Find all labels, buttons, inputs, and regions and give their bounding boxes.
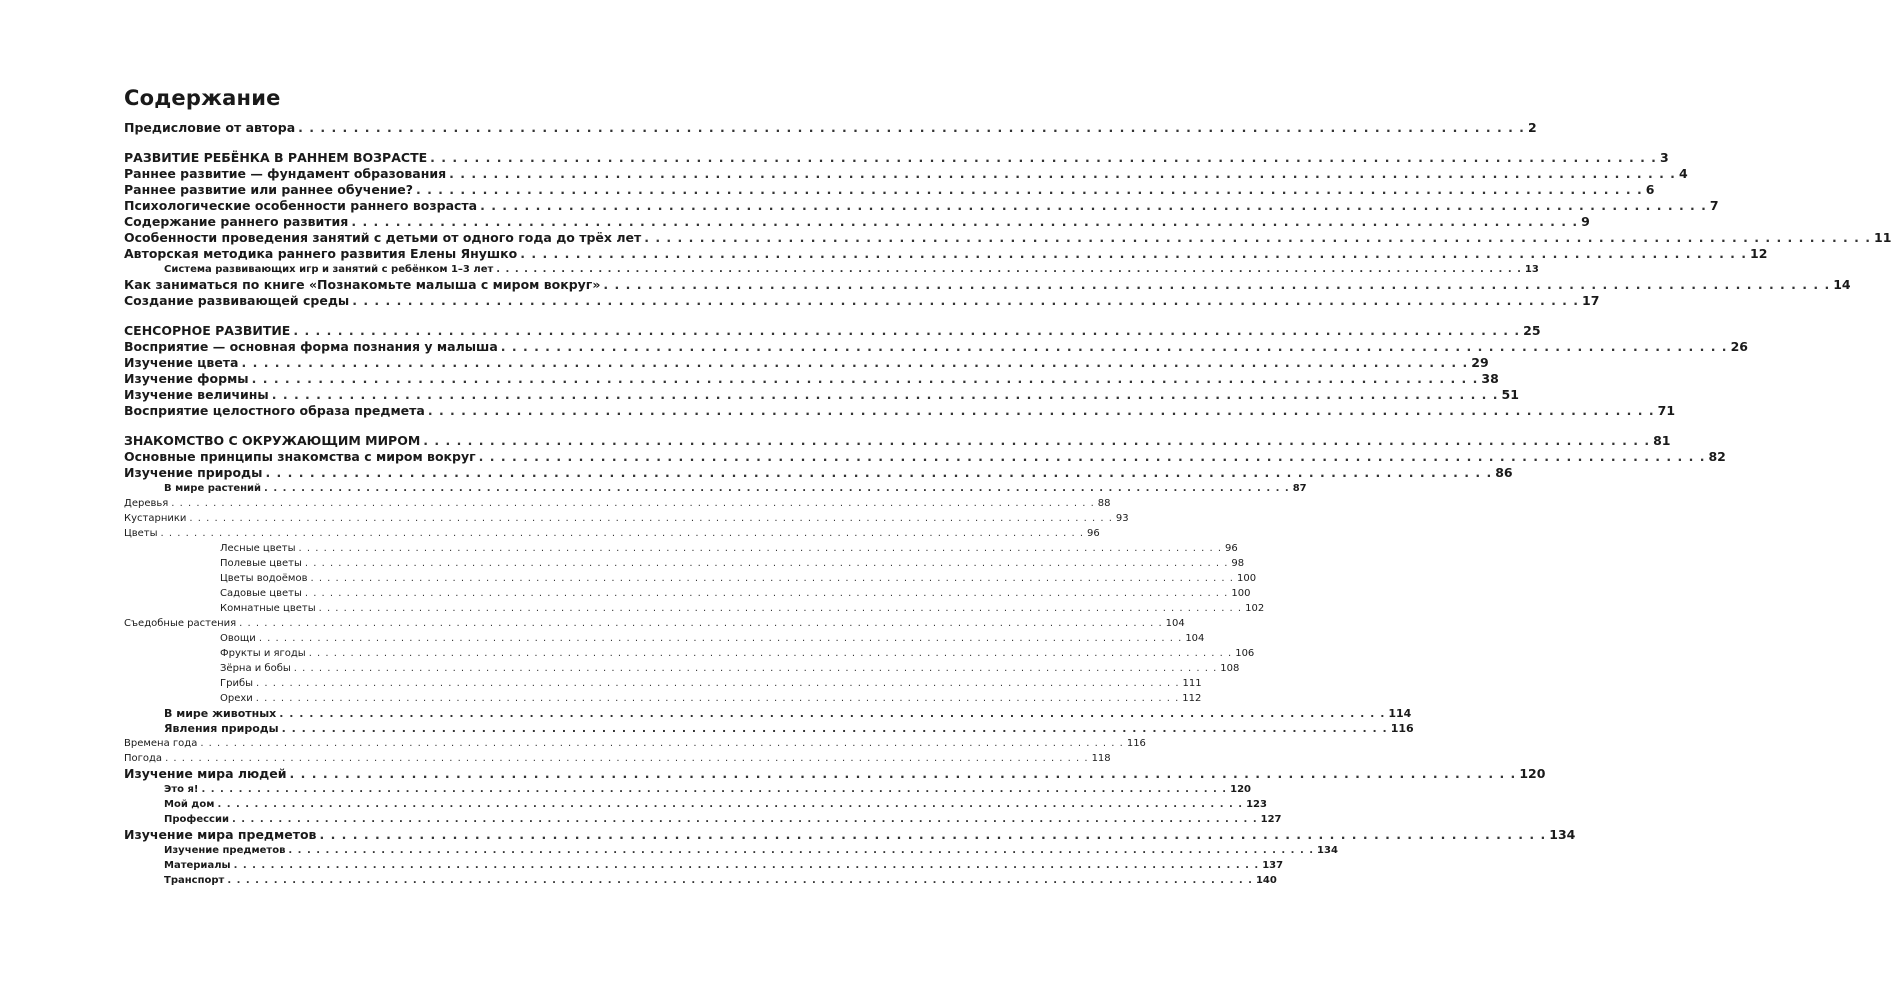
leader-dots: . . . . . . . . . . . . . . . . . . . . . . . . . . . . . . . . . . . . . . . . . . . . . . . . . . . . . . . . . . . . . . . . . . . . . . . . . . . . . . . . . . . . . . . . . . . . . . . . . . . . . . . . . . . . . . . <box>288 845 1315 856</box>
leader-dots: . . . . . . . . . . . . . . . . . . . . . . . . . . . . . . . . . . . . . . . . . . . . . . . . . . . . . . . . . . . . . . . . . . . . . . . . . . . . . . . . . . . . . . . . . . . . . . . . . . . . . . . . . . . . . . . <box>318 603 1243 614</box>
toc-entry-label: Восприятие целостного образа предмета <box>124 403 425 418</box>
toc-entry-page: 6 <box>1645 182 1655 197</box>
toc-entry-label: Предисловие от автора <box>124 120 296 135</box>
toc-entry-label: Основные принципы знакомства с миром вокруг <box>124 449 476 464</box>
toc-entry <box>124 182 1655 198</box>
toc-entry-label: Изучение мира предметов <box>124 827 317 842</box>
toc-entry-label: Транспорт <box>164 875 225 886</box>
toc-entry <box>124 277 1851 293</box>
toc-entry-page: 102 <box>1245 603 1265 614</box>
toc-entry-page: 3 <box>1659 150 1669 165</box>
toc-entry <box>124 556 1245 571</box>
toc-entry-page: 14 <box>1833 277 1851 292</box>
toc-entry-label: В мире растений <box>164 483 262 494</box>
toc-entry-page: 81 <box>1653 433 1671 448</box>
leader-dots: . . . . . . . . . . . . . . . . . . . . . . . . . . . . . . . . . . . . . . . . . . . . . . . . . . . . . . . . . . . . . . . . . . . . . . . . . . . . . . . . . . . . . . . . . . . . . . . . . . . . . . . . . . . . . . . <box>227 875 1253 886</box>
leader-dots: . . . . . . . . . . . . . . . . . . . . . . . . . . . . . . . . . . . . . . . . . . . . . . . . . . . . . . . . . . . . . . . . . . . . . . . . . . . . . . . . . . . . . . . . . . . . . . . . . . . . . . . . . . . . . . . <box>200 738 1124 749</box>
toc-entry <box>124 736 1146 751</box>
toc-entry-label: Изучение предметов <box>164 845 286 856</box>
toc-entry <box>124 403 1676 419</box>
toc-entry-page: 104 <box>1165 618 1185 629</box>
toc-entry-page: 25 <box>1523 323 1541 338</box>
toc-entry-page: 118 <box>1091 753 1111 764</box>
toc-entry <box>124 293 1600 309</box>
leader-dots: . . . . . . . . . . . . . . . . . . . . . . . . . . . . . . . . . . . . . . . . . . . . . . . . . . . . . . . . . . . . . . . . . . . . . . . . . . . . . . . . . . . . . . . . . . . . . . . . . . . . . . . . . . . . . . . <box>603 277 1831 292</box>
toc-entry <box>124 827 1576 843</box>
toc-entry-label: Цветы водоёмов <box>220 573 308 584</box>
toc-entry <box>124 571 1257 586</box>
leader-dots: . . . . . . . . . . . . . . . . . . . . . . . . . . . . . . . . . . . . . . . . . . . . . . . . . . . . . . . . . . . . . . . . . . . . . . . . . . . . . . . . . . . . . . . . . . . . . . . . . . . . . . . . . . . . . . . <box>289 766 1517 781</box>
toc-entry <box>124 387 1519 403</box>
toc-entry-label: Полевые цветы <box>220 558 302 569</box>
toc-entry <box>124 631 1205 646</box>
toc-entry-page: 93 <box>1115 513 1129 524</box>
leader-dots: . . . . . . . . . . . . . . . . . . . . . . . . . . . . . . . . . . . . . . . . . . . . . . . . . . . . . . . . . . . . . . . . . . . . . . . . . . . . . . . . . . . . . . . . . . . . . . . . . . . . . . . . . . . . . . . <box>304 588 1229 599</box>
toc-entry <box>124 214 1590 230</box>
toc-entry-label: Цветы <box>124 528 158 539</box>
toc-entry-page: 137 <box>1262 860 1284 871</box>
toc-entry-page: 26 <box>1730 339 1748 354</box>
toc-entry-label: Орехи <box>220 693 253 704</box>
toc-entry-label: РАЗВИТИЕ РЕБЁНКА В РАННЕМ ВОЗРАСТЕ <box>124 150 428 165</box>
toc-entry-page: 134 <box>1317 845 1338 856</box>
toc-entry <box>124 601 1265 616</box>
toc-entry <box>124 541 1238 556</box>
toc-entry-label: Лесные цветы <box>220 543 296 554</box>
toc-entry <box>124 586 1251 601</box>
leader-dots: . . . . . . . . . . . . . . . . . . . . . . . . . . . . . . . . . . . . . . . . . . . . . . . . . . . . . . . . . . . . . . . . . . . . . . . . . . . . . . . . . . . . . . . . . . . . . . . . . . . . . . . . . . . . . . . <box>304 558 1229 569</box>
toc-entry-page: 82 <box>1708 449 1726 464</box>
toc-entry-page: 100 <box>1231 588 1251 599</box>
toc-entry-page: 4 <box>1678 166 1688 181</box>
toc-entry-label: Как заниматься по книге «Познакомьте малыша с миром вокруг» <box>124 277 601 292</box>
toc-entry-page: 98 <box>1231 558 1245 569</box>
toc-entry <box>124 843 1338 858</box>
toc-entry <box>124 262 1539 277</box>
toc-entry <box>124 526 1100 541</box>
leader-dots: . . . . . . . . . . . . . . . . . . . . . . . . . . . . . . . . . . . . . . . . . . . . . . . . . . . . . . . . . . . . . . . . . . . . . . . . . . . . . . . . . . . . . . . . . . . . . . . . . . . . . . . . . . . . . . . <box>644 230 1872 245</box>
leader-dots: . . . . . . . . . . . . . . . . . . . . . . . . . . . . . . . . . . . . . . . . . . . . . . . . . . . . . . . . . . . . . . . . . . . . . . . . . . . . . . . . . . . . . . . . . . . . . . . . . . . . . . . . . . . . . . . <box>308 648 1233 659</box>
leader-dots: . . . . . . . . . . . . . . . . . . . . . . . . . . . . . . . . . . . . . . . . . . . . . . . . . . . . . . . . . . . . . . . . . . . . . . . . . . . . . . . . . . . . . . . . . . . . . . . . . . . . . . . . . . . . . . . <box>255 693 1180 704</box>
toc-entry <box>124 120 1537 136</box>
toc-entry-label: Изучение формы <box>124 371 249 386</box>
toc-entry-page: 88 <box>1097 498 1111 509</box>
toc-entry-page: 134 <box>1549 827 1576 842</box>
leader-dots: . . . . . . . . . . . . . . . . . . . . . . . . . . . . . . . . . . . . . . . . . . . . . . . . . . . . . . . . . . . . . . . . . . . . . . . . . . . . . . . . . . . . . . . . . . . . . . . . . . . . . . . . . . . . . . . <box>496 264 1522 275</box>
leader-dots: . . . . . . . . . . . . . . . . . . . . . . . . . . . . . . . . . . . . . . . . . . . . . . . . . . . . . . . . . . . . . . . . . . . . . . . . . . . . . . . . . . . . . . . . . . . . . . . . . . . . . . . . . . . . . . . <box>352 293 1580 308</box>
toc-entry <box>124 782 1251 797</box>
toc-entry <box>124 766 1546 782</box>
leader-dots: . . . . . . . . . . . . . . . . . . . . . . . . . . . . . . . . . . . . . . . . . . . . . . . . . . . . . . . . . . . . . . . . . . . . . . . . . . . . . . . . . . . . . . . . . . . . . . . . . . . . . . . . . . . . . . . <box>480 198 1707 213</box>
toc-entry <box>124 812 1282 827</box>
page-title: Содержание <box>124 86 281 110</box>
leader-dots: . . . . . . . . . . . . . . . . . . . . . . . . . . . . . . . . . . . . . . . . . . . . . . . . . . . . . . . . . . . . . . . . . . . . . . . . . . . . . . . . . . . . . . . . . . . . . . . . . . . . . . . . . . . . . . . <box>293 323 1521 338</box>
leader-dots: . . . . . . . . . . . . . . . . . . . . . . . . . . . . . . . . . . . . . . . . . . . . . . . . . . . . . . . . . . . . . . . . . . . . . . . . . . . . . . . . . . . . . . . . . . . . . . . . . . . . . . . . . . . . . . . <box>189 513 1113 524</box>
leader-dots: . . . . . . . . . . . . . . . . . . . . . . . . . . . . . . . . . . . . . . . . . . . . . . . . . . . . . . . . . . . . . . . . . . . . . . . . . . . . . . . . . . . . . . . . . . . . . . . . . . . . . . . . . . . . . . . <box>298 120 1525 135</box>
toc-entry-page: 116 <box>1390 722 1414 735</box>
leader-dots: . . . . . . . . . . . . . . . . . . . . . . . . . . . . . . . . . . . . . . . . . . . . . . . . . . . . . . . . . . . . . . . . . . . . . . . . . . . . . . . . . . . . . . . . . . . . . . . . . . . . . . . . . . . . . . . <box>279 707 1386 720</box>
leader-dots: . . . . . . . . . . . . . . . . . . . . . . . . . . . . . . . . . . . . . . . . . . . . . . . . . . . . . . . . . . . . . . . . . . . . . . . . . . . . . . . . . . . . . . . . . . . . . . . . . . . . . . . . . . . . . . . <box>251 371 1479 386</box>
toc-entry-page: 2 <box>1527 120 1537 135</box>
toc-entry-page: 9 <box>1581 214 1590 229</box>
toc-entry-label: Материалы <box>164 860 231 871</box>
toc-entry-label: Система развивающих игр и занятий с ребёнком 1–3 лет <box>164 264 494 275</box>
toc-entry <box>124 355 1489 371</box>
toc-entry <box>124 511 1129 526</box>
leader-dots: . . . . . . . . . . . . . . . . . . . . . . . . . . . . . . . . . . . . . . . . . . . . . . . . . . . . . . . . . . . . . . . . . . . . . . . . . . . . . . . . . . . . . . . . . . . . . . . . . . . . . . . . . . . . . . . <box>239 618 1163 629</box>
toc-entry <box>124 465 1513 481</box>
toc-entry-label: Психологические особенности раннего возраста <box>124 198 478 213</box>
toc-entry-page: 38 <box>1481 371 1499 386</box>
toc-entry-label: Времена года <box>124 738 198 749</box>
leader-dots: . . . . . . . . . . . . . . . . . . . . . . . . . . . . . . . . . . . . . . . . . . . . . . . . . . . . . . . . . . . . . . . . . . . . . . . . . . . . . . . . . . . . . . . . . . . . . . . . . . . . . . . . . . . . . . . <box>171 498 1095 509</box>
toc-entry-page: 106 <box>1235 648 1255 659</box>
leader-dots: . . . . . . . . . . . . . . . . . . . . . . . . . . . . . . . . . . . . . . . . . . . . . . . . . . . . . . . . . . . . . . . . . . . . . . . . . . . . . . . . . . . . . . . . . . . . . . . . . . . . . . . . . . . . . . . <box>165 753 1089 764</box>
toc-section-heading <box>124 323 1541 339</box>
toc-entry <box>124 230 1891 246</box>
toc-entry-label: Мой дом <box>164 799 215 810</box>
toc-entry-page: 96 <box>1087 528 1100 539</box>
toc-entry <box>124 706 1412 721</box>
toc-entry-page: 11 <box>1874 230 1891 245</box>
toc-entry <box>124 676 1202 691</box>
toc-entry-label: Съедобные растения <box>124 618 237 629</box>
toc-entry-label: Зёрна и бобы <box>220 663 291 674</box>
toc-entry <box>124 166 1688 182</box>
leader-dots: . . . . . . . . . . . . . . . . . . . . . . . . . . . . . . . . . . . . . . . . . . . . . . . . . . . . . . . . . . . . . . . . . . . . . . . . . . . . . . . . . . . . . . . . . . . . . . . . . . . . . . . . . . . . . . . <box>319 827 1547 842</box>
leader-dots: . . . . . . . . . . . . . . . . . . . . . . . . . . . . . . . . . . . . . . . . . . . . . . . . . . . . . . . . . . . . . . . . . . . . . . . . . . . . . . . . . . . . . . . . . . . . . . . . . . . . . . . . . . . . . . . <box>293 663 1218 674</box>
toc-entry <box>124 646 1255 661</box>
leader-dots: . . . . . . . . . . . . . . . . . . . . . . . . . . . . . . . . . . . . . . . . . . . . . . . . . . . . . . . . . . . . . . . . . . . . . . . . . . . . . . . . . . . . . . . . . . . . . . . . . . . . . . . . . . . . . . . <box>258 633 1183 644</box>
toc-entry-page: 29 <box>1471 355 1489 370</box>
section-spacer <box>124 309 728 323</box>
toc-entry <box>124 691 1202 706</box>
toc-entry-page: 96 <box>1225 543 1238 554</box>
toc-entry-page: 13 <box>1524 264 1539 275</box>
toc-entry <box>124 797 1267 812</box>
leader-dots: . . . . . . . . . . . . . . . . . . . . . . . . . . . . . . . . . . . . . . . . . . . . . . . . . . . . . . . . . . . . . . . . . . . . . . . . . . . . . . . . . . . . . . . . . . . . . . . . . . . . . . . . . . . . . . . <box>500 339 1728 354</box>
leader-dots: . . . . . . . . . . . . . . . . . . . . . . . . . . . . . . . . . . . . . . . . . . . . . . . . . . . . . . . . . . . . . . . . . . . . . . . . . . . . . . . . . . . . . . . . . . . . . . . . . . . . . . . . . . . . . . . <box>265 465 1493 480</box>
toc-entry-label: Изучение цвета <box>124 355 239 370</box>
leader-dots: . . . . . . . . . . . . . . . . . . . . . . . . . . . . . . . . . . . . . . . . . . . . . . . . . . . . . . . . . . . . . . . . . . . . . . . . . . . . . . . . . . . . . . . . . . . . . . . . . . . . . . . . . . . . . . . <box>231 814 1258 825</box>
leader-dots: . . . . . . . . . . . . . . . . . . . . . . . . . . . . . . . . . . . . . . . . . . . . . . . . . . . . . . . . . . . . . . . . . . . . . . . . . . . . . . . . . . . . . . . . . . . . . . . . . . . . . . . . . . . . . . . <box>241 355 1469 370</box>
toc-entry-label: Создание развивающей среды <box>124 293 350 308</box>
toc-entry-label: Изучение величины <box>124 387 269 402</box>
toc-entry-page: 12 <box>1750 246 1768 261</box>
leader-dots: . . . . . . . . . . . . . . . . . . . . . . . . . . . . . . . . . . . . . . . . . . . . . . . . . . . . . . . . . . . . . . . . . . . . . . . . . . . . . . . . . . . . . . . . . . . . . . . . . . . . . . . . . . . . . . . <box>233 860 1260 871</box>
toc-entry-label: Изучение мира людей <box>124 766 287 781</box>
toc-entry-label: Овощи <box>220 633 256 644</box>
leader-dots: . . . . . . . . . . . . . . . . . . . . . . . . . . . . . . . . . . . . . . . . . . . . . . . . . . . . . . . . . . . . . . . . . . . . . . . . . . . . . . . . . . . . . . . . . . . . . . . . . . . . . . . . . . . . . . . <box>310 573 1234 584</box>
toc-entry-page: 104 <box>1185 633 1205 644</box>
toc-entry-page: 120 <box>1230 784 1251 795</box>
toc-entry <box>124 721 1414 736</box>
toc-entry <box>124 198 1719 214</box>
toc-entry-label: Содержание раннего развития <box>124 214 349 229</box>
toc-entry-page: 108 <box>1220 663 1240 674</box>
toc-entry-label: Особенности проведения занятий с детьми от одного года до трёх лет <box>124 230 642 245</box>
leader-dots: . . . . . . . . . . . . . . . . . . . . . . . . . . . . . . . . . . . . . . . . . . . . . . . . . . . . . . . . . . . . . . . . . . . . . . . . . . . . . . . . . . . . . . . . . . . . . . . . . . . . . . . . . . . . . . . <box>415 182 1643 197</box>
leader-dots: . . . . . . . . . . . . . . . . . . . . . . . . . . . . . . . . . . . . . . . . . . . . . . . . . . . . . . . . . . . . . . . . . . . . . . . . . . . . . . . . . . . . . . . . . . . . . . . . . . . . . . . . . . . . . . . <box>256 678 1180 689</box>
toc-entry-label: Фрукты и ягоды <box>220 648 306 659</box>
toc-entry-page: 114 <box>1388 707 1412 720</box>
toc-entry-label: Авторская методика раннего развития Елены Янушко <box>124 246 518 261</box>
toc-entry <box>124 371 1499 387</box>
leader-dots: . . . . . . . . . . . . . . . . . . . . . . . . . . . . . . . . . . . . . . . . . . . . . . . . . . . . . . . . . . . . . . . . . . . . . . . . . . . . . . . . . . . . . . . . . . . . . . . . . . . . . . . . . . . . . . . <box>281 722 1388 735</box>
toc-entry <box>124 481 1307 496</box>
leader-dots: . . . . . . . . . . . . . . . . . . . . . . . . . . . . . . . . . . . . . . . . . . . . . . . . . . . . . . . . . . . . . . . . . . . . . . . . . . . . . . . . . . . . . . . . . . . . . . . . . . . . . . . . . . . . . . . <box>201 784 1228 795</box>
toc-entry <box>124 661 1240 676</box>
table-of-contents <box>124 120 1891 888</box>
toc-entry <box>124 751 1111 766</box>
toc-entry-page: 111 <box>1182 678 1202 689</box>
toc-entry-label: Грибы <box>220 678 254 689</box>
leader-dots: . . . . . . . . . . . . . . . . . . . . . . . . . . . . . . . . . . . . . . . . . . . . . . . . . . . . . . . . . . . . . . . . . . . . . . . . . . . . . . . . . . . . . . . . . . . . . . . . . . . . . . . . . . . . . . . <box>217 799 1244 810</box>
leader-dots: . . . . . . . . . . . . . . . . . . . . . . . . . . . . . . . . . . . . . . . . . . . . . . . . . . . . . . . . . . . . . . . . . . . . . . . . . . . . . . . . . . . . . . . . . . . . . . . . . . . . . . . . . . . . . . . <box>423 433 1651 448</box>
leader-dots: . . . . . . . . . . . . . . . . . . . . . . . . . . . . . . . . . . . . . . . . . . . . . . . . . . . . . . . . . . . . . . . . . . . . . . . . . . . . . . . . . . . . . . . . . . . . . . . . . . . . . . . . . . . . . . . <box>427 403 1655 418</box>
toc-entry-label: Садовые цветы <box>220 588 302 599</box>
section-spacer <box>124 136 728 150</box>
toc-section-heading <box>124 433 1671 449</box>
toc-entry-label: Восприятие — основная форма познания у малыша <box>124 339 498 354</box>
toc-section-heading <box>124 150 1669 166</box>
toc-entry-page: 17 <box>1582 293 1600 308</box>
leader-dots: . . . . . . . . . . . . . . . . . . . . . . . . . . . . . . . . . . . . . . . . . . . . . . . . . . . . . . . . . . . . . . . . . . . . . . . . . . . . . . . . . . . . . . . . . . . . . . . . . . . . . . . . . . . . . . . <box>264 483 1290 494</box>
toc-entry-label: Явления природы <box>164 722 279 735</box>
section-spacer <box>124 419 728 433</box>
leader-dots: . . . . . . . . . . . . . . . . . . . . . . . . . . . . . . . . . . . . . . . . . . . . . . . . . . . . . . . . . . . . . . . . . . . . . . . . . . . . . . . . . . . . . . . . . . . . . . . . . . . . . . . . . . . . . . . <box>271 387 1499 402</box>
leader-dots: . . . . . . . . . . . . . . . . . . . . . . . . . . . . . . . . . . . . . . . . . . . . . . . . . . . . . . . . . . . . . . . . . . . . . . . . . . . . . . . . . . . . . . . . . . . . . . . . . . . . . . . . . . . . . . . <box>449 166 1676 181</box>
toc-entry-page: 87 <box>1292 483 1307 494</box>
toc-entry-page: 120 <box>1519 766 1546 781</box>
leader-dots: . . . . . . . . . . . . . . . . . . . . . . . . . . . . . . . . . . . . . . . . . . . . . . . . . . . . . . . . . . . . . . . . . . . . . . . . . . . . . . . . . . . . . . . . . . . . . . . . . . . . . . . . . . . . . . . <box>520 246 1748 261</box>
leader-dots: . . . . . . . . . . . . . . . . . . . . . . . . . . . . . . . . . . . . . . . . . . . . . . . . . . . . . . . . . . . . . . . . . . . . . . . . . . . . . . . . . . . . . . . . . . . . . . . . . . . . . . . . . . . . . . . <box>478 449 1706 464</box>
leader-dots: . . . . . . . . . . . . . . . . . . . . . . . . . . . . . . . . . . . . . . . . . . . . . . . . . . . . . . . . . . . . . . . . . . . . . . . . . . . . . . . . . . . . . . . . . . . . . . . . . . . . . . . . . . . . . . . <box>351 214 1579 229</box>
toc-entry <box>124 339 1748 355</box>
toc-entry <box>124 496 1111 511</box>
toc-entry-page: 112 <box>1182 693 1202 704</box>
toc-entry-page: 7 <box>1709 198 1719 213</box>
toc-entry-label: Профессии <box>164 814 229 825</box>
leader-dots: . . . . . . . . . . . . . . . . . . . . . . . . . . . . . . . . . . . . . . . . . . . . . . . . . . . . . . . . . . . . . . . . . . . . . . . . . . . . . . . . . . . . . . . . . . . . . . . . . . . . . . . . . . . . . . . <box>160 528 1085 539</box>
toc-entry-label: Это я! <box>164 784 199 795</box>
toc-entry-page: 71 <box>1657 403 1676 418</box>
toc-entry-page: 127 <box>1260 814 1282 825</box>
toc-entry-label: Изучение природы <box>124 465 263 480</box>
toc-entry-page: 51 <box>1501 387 1519 402</box>
toc-entry-label: В мире животных <box>164 707 277 720</box>
toc-entry-page: 86 <box>1495 465 1513 480</box>
toc-entry-label: Раннее развитие — фундамент образования <box>124 166 447 181</box>
toc-entry-label: СЕНСОРНОЕ РАЗВИТИЕ <box>124 323 291 338</box>
toc-entry-label: Погода <box>124 753 163 764</box>
toc-entry-label: Деревья <box>124 498 169 509</box>
toc-entry <box>124 873 1277 888</box>
toc-entry-label: Комнатные цветы <box>220 603 316 614</box>
leader-dots: . . . . . . . . . . . . . . . . . . . . . . . . . . . . . . . . . . . . . . . . . . . . . . . . . . . . . . . . . . . . . . . . . . . . . . . . . . . . . . . . . . . . . . . . . . . . . . . . . . . . . . . . . . . . . . . <box>298 543 1223 554</box>
toc-entry <box>124 858 1284 873</box>
toc-entry-page: 100 <box>1236 573 1257 584</box>
toc-entry <box>124 449 1726 465</box>
toc-entry <box>124 616 1185 631</box>
toc-entry-page: 116 <box>1126 738 1146 749</box>
toc-entry-label: ЗНАКОМСТВО С ОКРУЖАЮЩИМ МИРОМ <box>124 433 421 448</box>
toc-entry-label: Раннее развитие или раннее обучение? <box>124 182 413 197</box>
leader-dots: . . . . . . . . . . . . . . . . . . . . . . . . . . . . . . . . . . . . . . . . . . . . . . . . . . . . . . . . . . . . . . . . . . . . . . . . . . . . . . . . . . . . . . . . . . . . . . . . . . . . . . . . . . . . . . . <box>430 150 1657 165</box>
toc-entry-page: 123 <box>1246 799 1267 810</box>
toc-entry-label: Кустарники <box>124 513 187 524</box>
toc-entry-page: 140 <box>1255 875 1277 886</box>
toc-entry <box>124 246 1768 262</box>
